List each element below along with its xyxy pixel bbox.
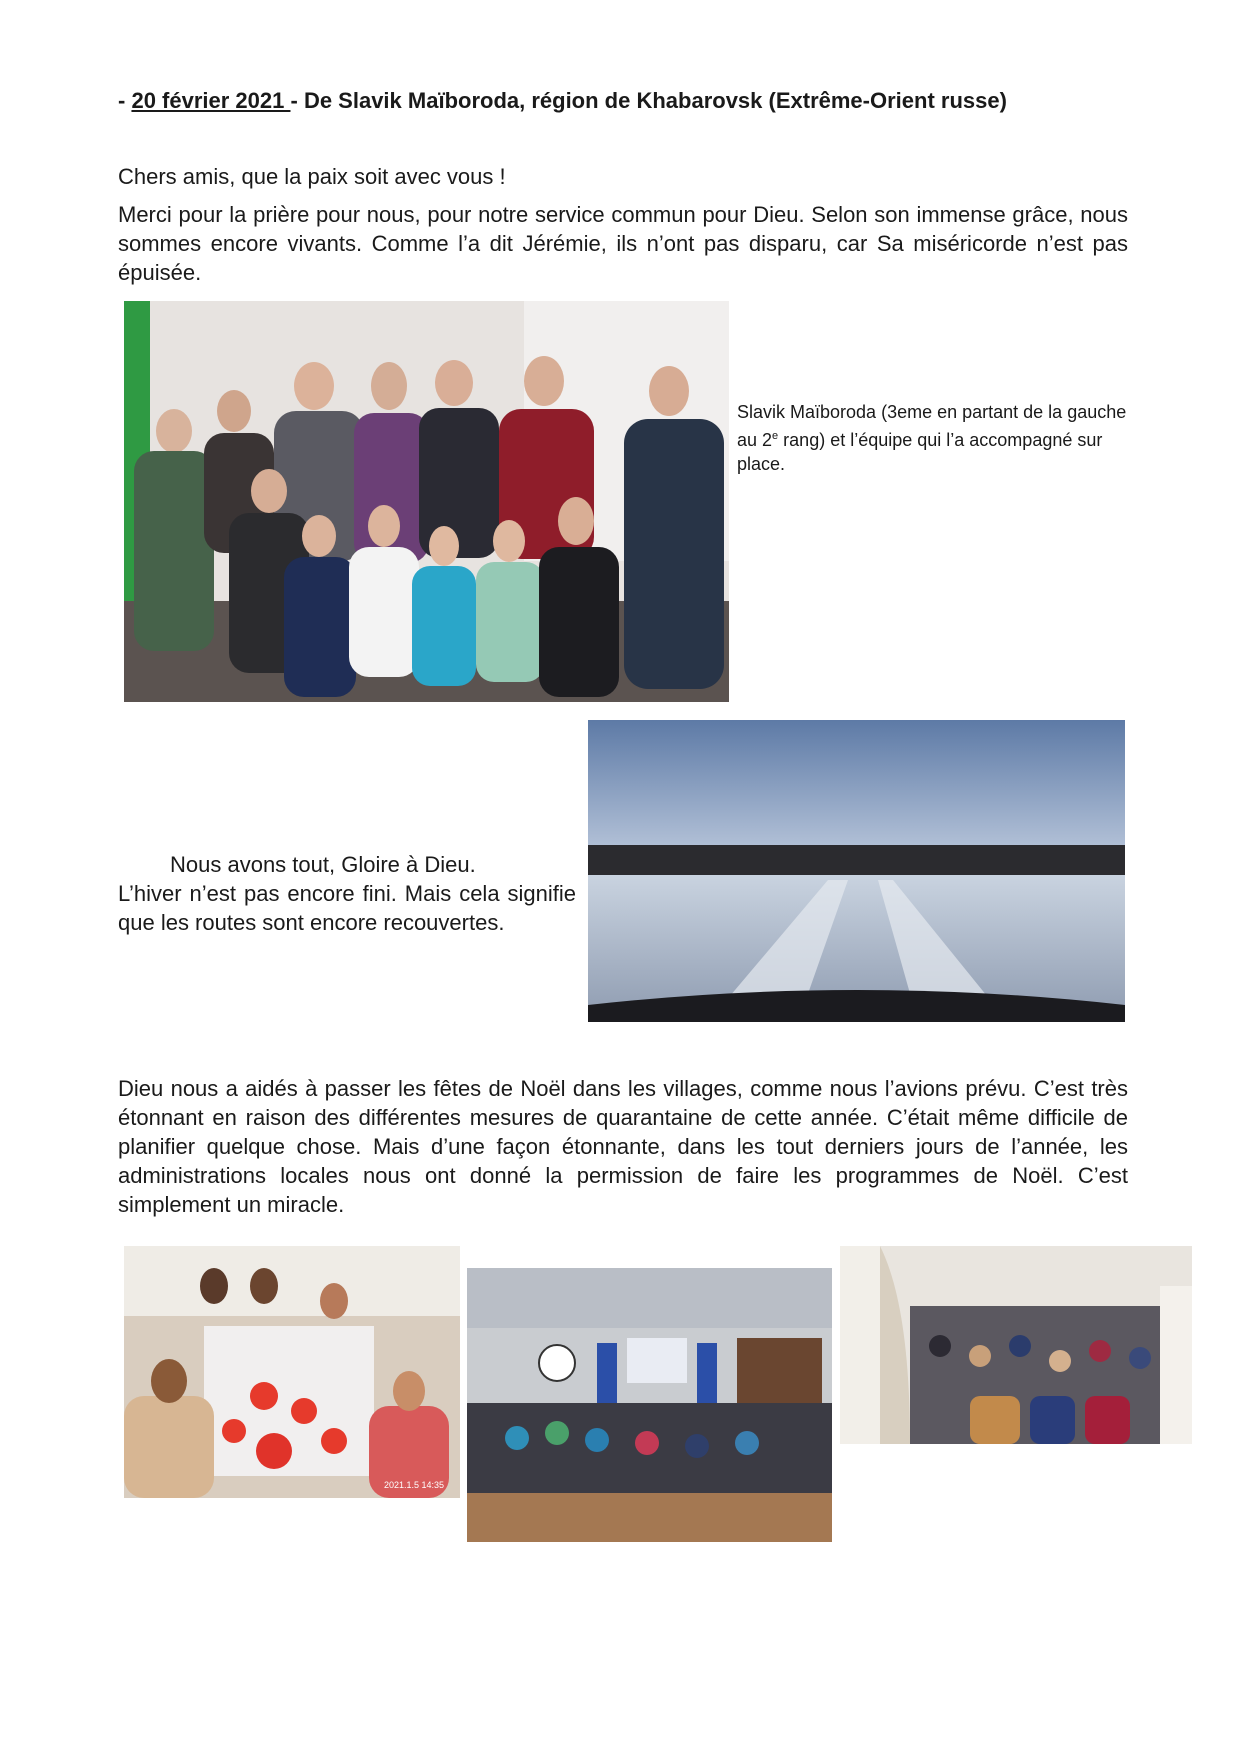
hall-gathering-photo (467, 1268, 832, 1542)
header-title: De Slavik Maïboroda, région de Khabarovsk (Extrême-Orient russe) (303, 88, 1007, 113)
children-crafts-photo (124, 1246, 460, 1498)
greeting: Chers amis, que la paix soit avec vous ! (118, 164, 506, 189)
group-photo (124, 301, 729, 702)
caption-text: Slavik Maïboroda (3eme en partant de la gauche au 2 (737, 402, 1127, 450)
header-prefix: - (118, 88, 132, 113)
winter-line-1: Nous avons tout, Gloire à Dieu. (170, 852, 476, 877)
winter-road-photo (588, 720, 1125, 1022)
caption-text-end: rang) et l’équipe qui l’a accompagné sur place. (737, 430, 1103, 474)
header-dash: - (290, 88, 304, 113)
christmas-paragraph: Dieu nous a aidés à passer les fêtes de Noël dans les villages, comme nous l’avions prévu. C’est très étonnant en raison des différentes mesures de quarantaine de cette année. C’était même difficile de planifier quelque chose. Mais d’une façon étonnante, dans les tout derniers jours de l’année, les administrations locales nous ont donné la permission de faire les programmes de Noël. C’est simplement un miracle. (118, 1076, 1128, 1217)
page-header (118, 88, 1138, 114)
intro-paragraph: Merci pour la prière pour nous, pour notre service commun pour Dieu. Selon son immense grâce, nous sommes encore vivants. Comme l’a dit Jérémie, ils n’ont pas disparu, car Sa miséricorde n’est pas épuisée. (118, 202, 1128, 285)
masked-audience-photo (840, 1246, 1192, 1444)
winter-line-2: L’hiver n’est pas encore fini. Mais cela signifie que les routes sont encore recouvertes. (118, 881, 576, 935)
header-date: 20 février 2021 (131, 88, 291, 113)
group-photo-caption (737, 400, 1129, 476)
photo-timestamp: 2021.1.5 14:35 (384, 1480, 445, 1490)
caption-superscript: e (772, 430, 779, 442)
